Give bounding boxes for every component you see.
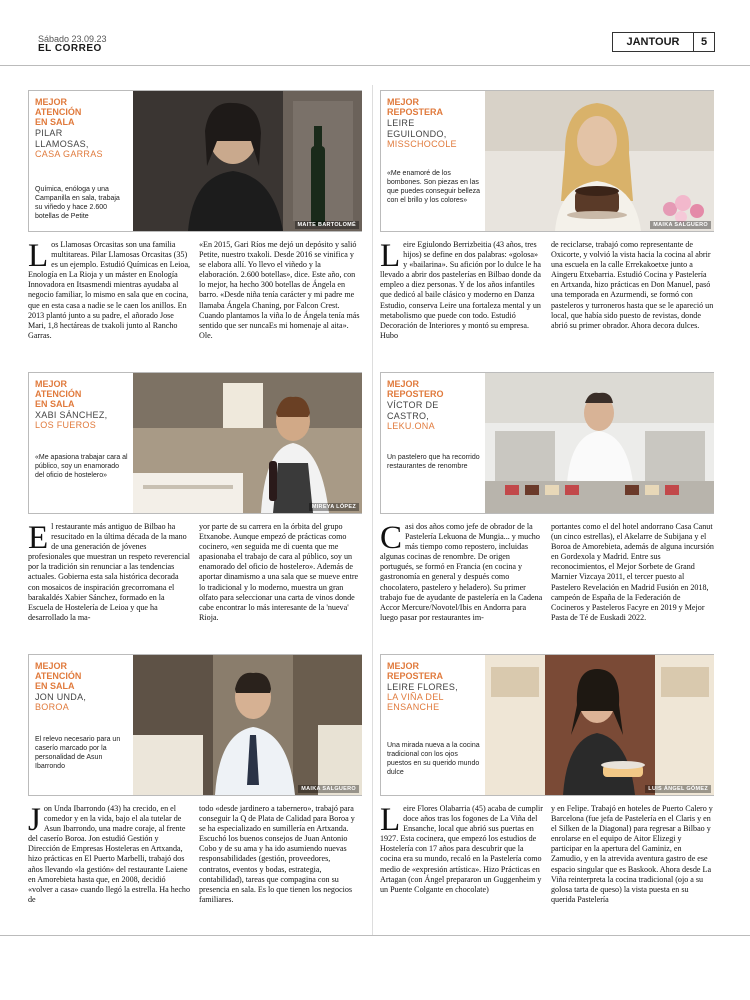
drop-cap: L: [380, 802, 401, 838]
winner-name: XABI SÁNCHEZ,: [35, 410, 108, 420]
page-number: 5: [700, 36, 708, 48]
photo-credit: MIREYA LÓPEZ: [309, 503, 359, 511]
award-category: ATENCIÓN: [35, 671, 82, 681]
profile-box: [28, 90, 362, 232]
award-category: MEJOR: [35, 379, 68, 389]
winner-name: PILAR: [35, 128, 63, 138]
portrait-photo: [133, 373, 362, 513]
profile-box: [380, 654, 714, 796]
venue-name: LA VIÑA DEL: [387, 692, 444, 702]
winner-name: CASTRO,: [387, 411, 430, 421]
article-column: [551, 804, 714, 905]
award-label: [381, 373, 485, 431]
winner-name: EGUILONDO,: [387, 129, 447, 139]
article-body: [28, 804, 362, 905]
article-column: [28, 804, 191, 905]
photo-credit: MAIKA SALGUERO: [298, 785, 359, 793]
winner-name: LLAMOSAS,: [35, 139, 89, 149]
award-category: MEJOR: [35, 97, 68, 107]
article-text: eire Flores Olabarria (45) acaba de cumplir doce años tras los fogones de La Viña del Ensanche, local que abrió sus puertas en 1927. Esta cocinera, que empezó los estudios de Hostelería con 17 años para descubrir que la cocina era su mundo, recaló en la Pastelería como medio de «expresión artística». Hizo Prácticas en Artagan (con Ángel prepararon un Guggenheim y un Puente Colgante en chocolate): [380, 804, 543, 894]
article-body: [380, 522, 714, 623]
article-column: [28, 240, 191, 341]
drop-cap: C: [380, 520, 403, 556]
portrait-photo: [485, 373, 714, 513]
article-column: [199, 804, 362, 905]
article-column: [199, 240, 362, 341]
winner-name: LEIRE: [387, 118, 415, 128]
portrait-photo: [485, 655, 714, 795]
award-category: REPOSTERA: [387, 671, 444, 681]
article-text: y en Felipe. Trabajó en hoteles de Puerto Calero y Barcelona (fue jefa de Pastelería en el Claris y en el Silken de la Diagonal) para regresar a Bilbao y enrolarse en el equipo de Aitor Elizegi y participar en la apertura del Gaminiz, en Zamudio, y en la atrevida aventura gastro de ese espacio singular que es Baskook. Ahora desde La Viña reinterpreta la cocina tradicional (ojo a su golosa tarta de queso) la vista puesta en su querida Pastelería: [551, 804, 713, 904]
drop-cap: E: [28, 520, 49, 556]
venue-name: ENSANCHE: [387, 702, 440, 712]
photo-credit: MAIKA SALGUERO: [650, 221, 711, 229]
profile-box: [380, 90, 714, 232]
award-category: MEJOR: [35, 661, 68, 671]
award-label: [381, 655, 485, 712]
award-category: EN SALA: [35, 681, 75, 691]
article-body: [380, 804, 714, 905]
article-column: [380, 522, 543, 623]
venue-name: LOS FUEROS: [35, 420, 97, 430]
winner-name: LEIRE FLORES,: [387, 682, 458, 692]
article-column: [551, 240, 714, 341]
section-box: [612, 32, 715, 52]
article-body: [28, 240, 362, 341]
drop-cap: L: [28, 238, 49, 274]
venue-name: LEKU.ONA: [387, 421, 435, 431]
photo-caption: El relevo necesario para un caserío marcado por la personalidad de Asun Ibarrondo: [35, 736, 121, 770]
award-label: [381, 91, 485, 149]
article-text: l restaurante más antiguo de Bilbao ha resucitado en la última década de la mano de una generación de jóvenes profesionales que muestran un respeto reverencial por la tradición sin renunciar a las tendencias actuales. Gobierna esta sala histórica decorada con mosaicos de inspiración grecorromana el barakaldés Xabier Sánchez, formado en la Escuela de Hostelería de Leioa y que ha desarrollado la ma-: [28, 522, 191, 622]
article-text: de reciclarse, trabajó como representante de Oxicorte, y volvió la vista hacia la cocina al abrir una escuela en la calle Errekakoetxe junto a Aingeru Etxebarria. Estudió Cocina y Pastelería en Artxanda, hizo prácticas en Don Manuel, pasó una temporada en Azurmendi, se formó con pasteleros y turroneros hasta que se le apareció un local, que había sido puesto de revistas, donde abrió su primer obrador. Ahora decora dulces.: [551, 240, 714, 330]
award-label: [29, 655, 133, 712]
venue-name: CASA GARRAS: [35, 149, 103, 159]
award-category: REPOSTERA: [387, 107, 444, 117]
photo-caption: Un pastelero que ha recorrido restaurantes de renombre: [387, 454, 480, 470]
section-name: JANTOUR: [613, 33, 694, 51]
article-body: [380, 240, 714, 341]
article-text: asi dos años como jefe de obrador de la Pastelería Lekuona de Mungia... y mucho más tiempo como repostero, incluidas algunas cocinas de renombre. De origen portugués, se formó en Francia (en cocina y gastronomía en general y después como chocolatero, pastelero y heladero). Su primer trabajo fue de ayudante de pastelería en la Cadena Accor Mercure/Novotel/Ibis en Andorra para luego pasar por restaurantes im-: [380, 522, 543, 622]
drop-cap: J: [28, 802, 41, 838]
portrait-photo: [133, 655, 362, 795]
publication-name: EL CORREO: [38, 43, 102, 54]
portrait-photo: [485, 91, 714, 231]
venue-name: BOROA: [35, 702, 70, 712]
article-column: [380, 804, 543, 905]
award-label: [29, 91, 133, 159]
article-column: [380, 240, 543, 341]
profile-box: [28, 654, 362, 796]
photo-caption: Una mirada nueva a la cocina tradicional con los ojos puestos en su querido mundo dulce: [387, 742, 480, 776]
photo-credit: MAITE BARTOLOMÉ: [295, 221, 359, 229]
column-divider: [372, 85, 373, 935]
award-category: EN SALA: [35, 117, 75, 127]
photo-caption: «Me apasiona trabajar cara al público, soy un enamorado del oficio de hostelero»: [35, 454, 128, 479]
article-text: «En 2015, Gari Ríos me dejó un depósito y salió Petite, nuestro txakoli. Desde 2016 se vinifica y se elabora allí. Yo llevo el viñedo y la elaboración. 2.600 botellas», dice. Este año, con lo mejor, ha hecho 300 botellas de Ángela en barro. «Desde niña tenía carácter y mi padre me llamaba Ángela Chaning, por Falcon Crest. Cuando plantamos la viña lo de Ángela tenía más sentido que ser nuncaEs mi homenaje al aita». Ole.: [199, 240, 360, 340]
article-text: eire Egiulondo Berrizbeitia (43 años, tres hijos) se define en dos palabras: «golosa» y «bailarina». Su afición por lo dulce le ha llevado a abrir dos pastelerías en Bilbao donde da empleo a diez personas. Y de los años infantiles que dedicó al baile clásico y moderno en Danza Estudio, conserva Leire una fortaleza mental y un metabolismo que puede con todo. Estudió Decoración de Interiores y montó su empresa. Hubo: [380, 240, 541, 340]
article-text: yor parte de su carrera en la órbita del grupo Etxanobe. Aunque empezó de prácticas como cocinero, «en seguida me di cuenta que me apasionaba el trabajo de cara al público, soy un enamorado del oficio de hostelero». Además de aportar dinamismo a una sala que se mueve entre lo tradicional y lo moderno, muestra un gran olfato para seleccionar una carta de vinos donde cabe encontrar lo más interesante de la 'nueva' Rioja.: [199, 522, 359, 622]
drop-cap: L: [380, 238, 401, 274]
article-text: on Unda Ibarrondo (43) ha crecido, en el comedor y en la vida, bajo el ala tutelar de Asun Ibarrondo, una madre coraje, al frente del caserío Boroa. Jon estudió Gestión y Dirección de Empresas Hosteleras en Artxanda, hizo prácticas en El Puerto Marbelli, trabajó dos años llevando «la gestión» del restaurante Laiene en Amorebieta hasta que, en 2008, decidió «volver a casa» cuando llegó la estrella. Ha hecho de: [28, 804, 191, 904]
article-text: todo «desde jardinero a tabernero», trabajó para conseguir la Q de Plata de Calidad para Boroa y se ha especializado en sumillería en Artxanda. Escuchó los buenos consejos de Juan Antonio Cobo y de su ama y ha ido asumiendo nuevas responsabilidades (gestión, proveedores, contratos, eventos y bodas, estrategia, contabilidad), tareas que compagina con su presencia en sala. Es lo que tienen los negocios familiares.: [199, 804, 355, 904]
issue-date: Sábado 23.09.23: [38, 34, 107, 44]
winner-name: JON UNDA,: [35, 692, 87, 702]
article-text: os Llamosas Orcasitas son una familia multitareas. Pilar Llamosas Orcasitas (35) es un ejemplo. Estudió Químicas en Leioa, Enología en La Rioja y un máster en Enología Innovadora en Itsasmendi mientras ayudaba al negocio familiar, lo mismo en sala que en cocina, que en esta casa a nadie se le caen los anillos. En 2013 plantó junto a su padre, el añorado Jose Mari, 1,8 hectáreas de txakoli junto al Rancho Garras.: [28, 240, 191, 340]
award-category: MEJOR: [387, 661, 420, 671]
article-column: [551, 522, 714, 623]
venue-name: MISSCHOCOLE: [387, 139, 457, 149]
photo-credit: LUIS ÁNGEL GÓMEZ: [645, 785, 711, 793]
article-text: portantes como el del hotel andorrano Casa Canut (un cinco estrellas), el Akelarre de Subijana y el Boroa de Amorebieta, además de alguna incursión en Gordexola y Madrid. Entre sus reconocimientos, el Mejor Sorbete de Grand Marnier Vizcaya 2011, el tercer puesto al Pastelero Revelación en Madrid Fusión en 2018, campeón de España de la Federación de Cocineros y Pasteleros Facyre en 2019 y Mejor Pasta de Té de Euskadi 2022.: [551, 522, 714, 622]
portrait-photo: [133, 91, 362, 231]
article-column: [199, 522, 362, 623]
photo-caption: «Me enamoré de los bombones. Son piezas en las que puedes conseguir belleza con el brillo y los colores»: [387, 170, 481, 204]
article-column: [28, 522, 191, 623]
photo-caption: Química, enóloga y una Campanilla en sala, trabaja su viñedo y hace 2.600 botellas de Petite: [35, 186, 120, 220]
profile-box: [380, 372, 714, 514]
award-category: ATENCIÓN: [35, 389, 82, 399]
award-category: MEJOR: [387, 379, 420, 389]
page-footer-rule: [0, 935, 750, 936]
award-category: EN SALA: [35, 399, 75, 409]
award-category: MEJOR: [387, 97, 420, 107]
page-header: [0, 0, 750, 66]
winner-name: VÍCTOR DE: [387, 400, 439, 410]
profile-box: [28, 372, 362, 514]
article-body: [28, 522, 362, 623]
award-label: [29, 373, 133, 430]
award-category: REPOSTERO: [387, 389, 444, 399]
award-category: ATENCIÓN: [35, 107, 82, 117]
